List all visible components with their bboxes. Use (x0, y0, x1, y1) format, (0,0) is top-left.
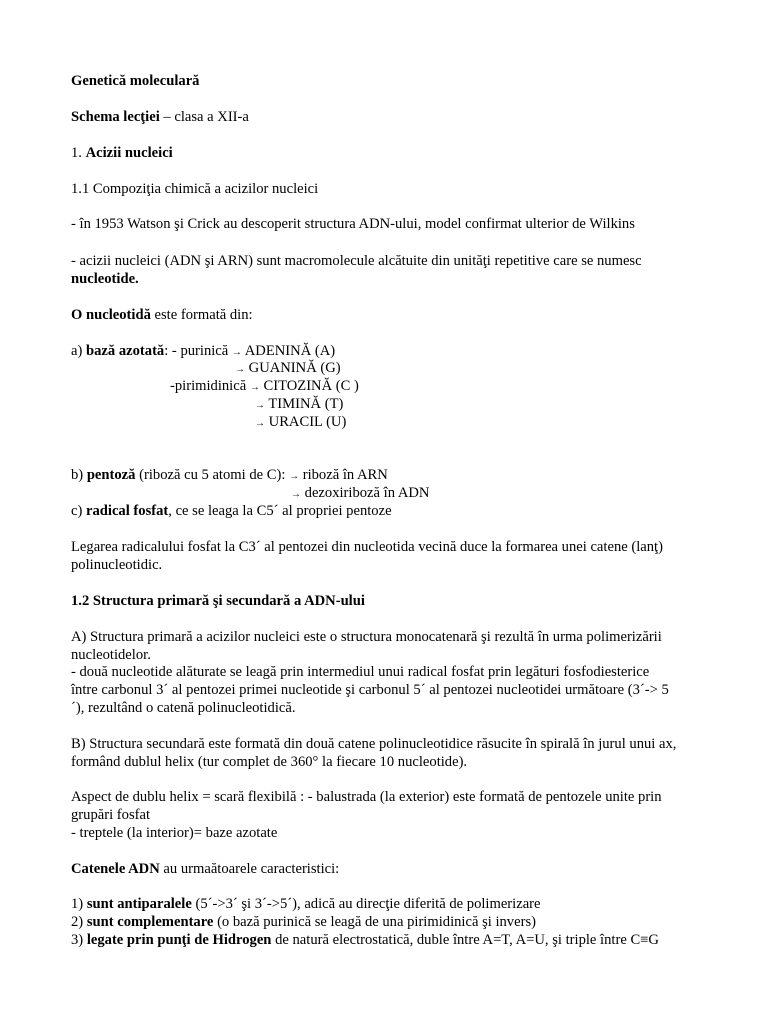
structura-primara-line3: - două nucleotide alăturate se leagă prin intermediul unui radical fosfat prin legături fosfodiesterice (71, 664, 650, 680)
radical-fosfat-line: c) radical fosfat, ce se leaga la C5´ al propriei pentoze (71, 503, 392, 519)
acizi-paragraph-line2: nucleotide. (71, 271, 139, 287)
arrow-icon: → (255, 418, 265, 429)
aspect-helix-line1: Aspect de dublu helix = scară flexibilă : - balustrada (la exterior) este formată de pentozele unite prin (71, 789, 662, 805)
timina-line: → TIMINĂ (T) (255, 396, 344, 412)
nucleotida-definition: O nucleotidă este formată din: (71, 307, 253, 323)
watson-crick-paragraph: - în 1953 Watson şi Crick au descoperit structura ADN-ului, model confirmat ulterior de Wilkins (71, 216, 635, 232)
aspect-helix-line3: - treptele (la interior)= baze azotate (71, 825, 278, 841)
structura-primara-line1: A) Structura primară a acizilor nucleici este o structura monocatenară şi rezultă în urma polimerizării (71, 629, 662, 645)
baza-azotata-line: a) bază azotată: - purinică → ADENINĂ (A) (71, 343, 336, 359)
pirimidinica-line: -pirimidinică → CITOZINĂ (C ) (170, 378, 359, 394)
acizi-paragraph-line1: - acizii nucleici (ADN şi ARN) sunt macromolecule alcătuite din unităţi repetitive care se numesc (71, 253, 642, 269)
catenele-heading: Catenele ADN au urmaătoarele caracteristici: (71, 861, 340, 877)
subsection-1-2-heading: 1.2 Structura primară şi secundară a ADN-ului (71, 593, 365, 609)
arrow-icon: → (289, 471, 300, 482)
structura-secundara-line2: formând dublul helix (tur complet de 360° la fiecare 10 nucleotide). (71, 754, 468, 770)
lesson-schema-line: Schema lecţiei – clasa a XII-a (71, 109, 249, 125)
arrow-icon: → (291, 489, 301, 500)
arrow-icon: → (249, 382, 260, 393)
legarea-line1: Legarea radicalului fosfat la C3´ al pentozei din nucleotida vecină duce la formarea unei catene (lanţ) (71, 539, 663, 555)
structura-primara-line2: nucleotidelor. (71, 647, 151, 663)
arrow-icon: → (255, 400, 265, 411)
document-title: Genetică moleculară (71, 73, 200, 89)
structura-primara-line4: între carbonul 3´ al pentozei primei nucleotide şi carbonul 5´ al pentozei nucleotidei următoare (3´-> 5 (71, 682, 669, 698)
subsection-1-1-heading: 1.1 Compoziţia chimică a acizilor nucleici (71, 181, 319, 197)
arrow-icon: → (231, 347, 242, 358)
structura-secundara-line1: B) Structura secundară este formată din două catene polinucleotidice răsucite în spirală în jurul unui ax, (71, 736, 677, 752)
structura-primara-line5: ´), rezultând o catenă polinucleotidică. (71, 700, 296, 716)
legarea-line2: polinucleotidic. (71, 557, 163, 573)
dezoxiriboza-line: → dezoxiriboză în ADN (291, 485, 430, 501)
guanina-line: → GUANINĂ (G) (235, 360, 341, 376)
section-1-heading: 1. Acizii nucleici (71, 145, 173, 161)
list-item: 1) sunt antiparalele (5´->3´ şi 3´->5´), adică au direcţie diferită de polimerizare (71, 896, 541, 912)
list-item: 2) sunt complementare (o bază purinică se leagă de una pirimidinică şi invers) (71, 914, 536, 930)
list-item: 3) legate prin punţi de Hidrogen de natură electrostatică, duble între A=T, A=U, şi triple între C≡G (71, 932, 659, 948)
uracil-line: → URACIL (U) (255, 414, 347, 430)
arrow-icon: → (235, 364, 245, 375)
pentoza-line: b) pentoză (riboză cu 5 atomi de C): → riboză în ARN (71, 467, 388, 483)
aspect-helix-line2: grupări fosfat (71, 807, 151, 823)
